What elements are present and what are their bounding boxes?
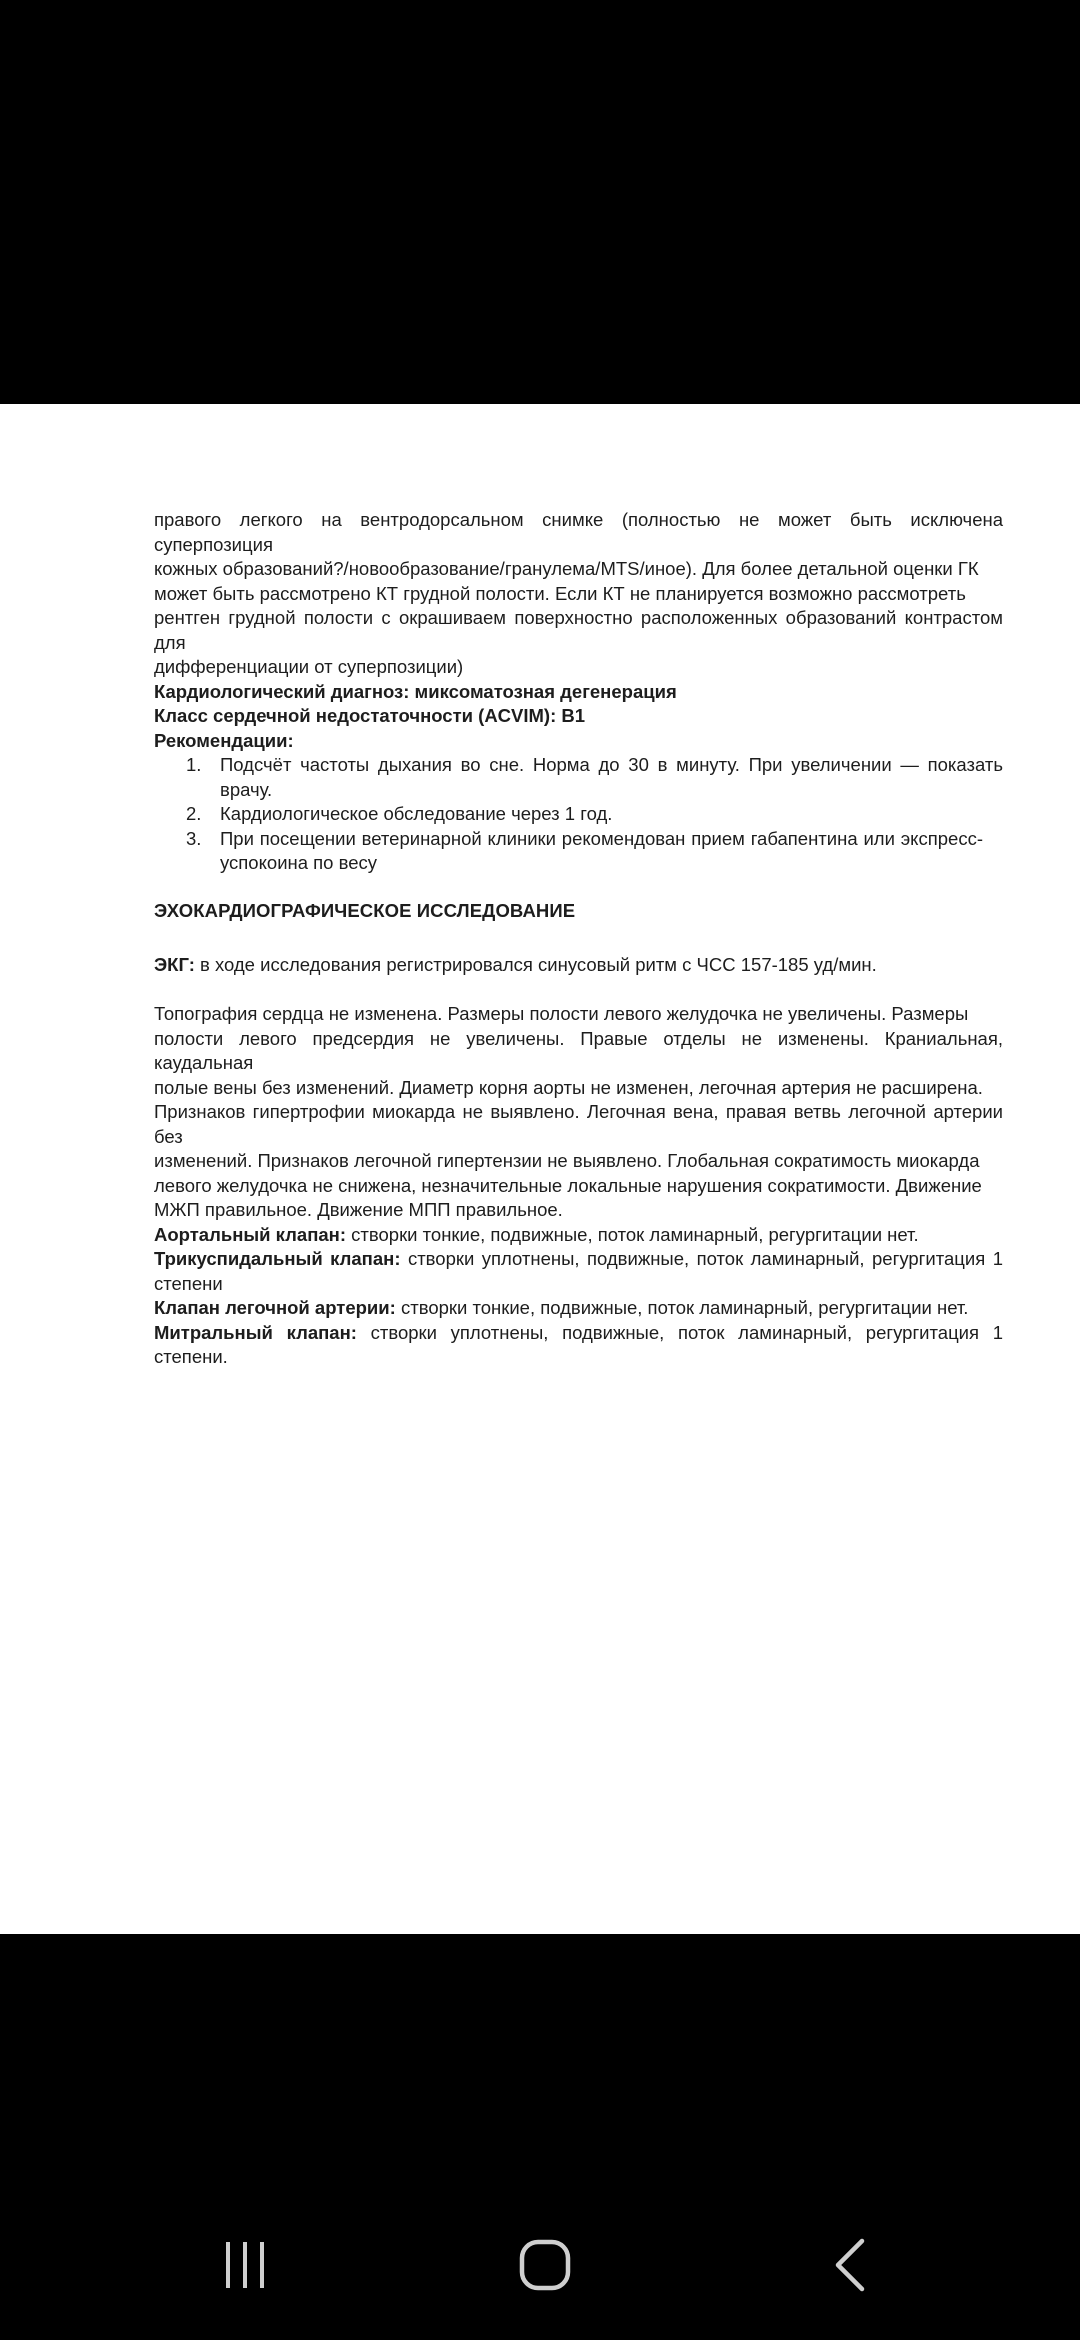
list-number: 2.	[186, 803, 202, 824]
home-icon	[518, 2238, 572, 2292]
valve-label: Клапан легочной артерии:	[154, 1297, 396, 1318]
list-item	[154, 753, 1003, 802]
topography-line: изменений. Признаков легочной гипертензии не выявлено. Глобальная сократимость миокарда	[154, 1150, 980, 1171]
topography-line: полые вены без изменений. Диаметр корня аорты не изменен, легочная артерия не расширена.	[154, 1076, 983, 1098]
valve-line	[154, 1321, 1003, 1370]
valve-label: Митральный клапан:	[154, 1321, 357, 1343]
topography-line: МЖП правильное. Движение МПП правильное.	[154, 1199, 563, 1220]
recent-apps-button[interactable]	[210, 2230, 280, 2300]
intro-line: может быть рассмотрено КТ грудной полости. Если КТ не планируется возможно рассмотреть	[154, 582, 966, 604]
valve-text: створки тонкие, подвижные, поток ламинарный, регургитации нет.	[346, 1223, 919, 1245]
intro-line: рентген грудной полости с окрашиваем поверхностно расположенных образований контрастом для	[154, 607, 1003, 653]
intro-line: дифференциации от суперпозиции)	[154, 656, 464, 677]
valve-line	[154, 1223, 1003, 1248]
list-number: 3.	[186, 827, 202, 849]
ekg-line	[154, 953, 1003, 978]
intro-paragraph	[154, 508, 1003, 876]
topography-line: Топография сердца не изменена. Размеры полости левого желудочка не увеличены. Размеры	[154, 1003, 969, 1024]
valve-line	[154, 1247, 1003, 1296]
list-item	[154, 802, 1003, 827]
valve-label: Аортальный клапан:	[154, 1223, 347, 1245]
valve-text: створки уплотнены, подвижные, поток ламинарный, регургитация 1 степени.	[154, 1321, 1003, 1367]
list-item-text: Кардиологическое обследование через 1 год.	[220, 803, 613, 824]
back-icon	[830, 2237, 870, 2293]
section-title: ЭХОКАРДИОГРАФИЧЕСКОЕ ИССЛЕДОВАНИЕ	[154, 900, 576, 921]
intro-line: кожных образований?/новообразование/гранулема/MTS/иное). Для более детальной оценки ГК	[154, 558, 979, 579]
list-number: 1.	[186, 754, 202, 775]
valve-text: створки тонкие, подвижные, поток ламинарный, регургитации нет.	[395, 1297, 969, 1318]
topography-line: левого желудочка не снижена, незначительные локальные нарушения сократимости. Движение	[154, 1174, 982, 1196]
list-item	[154, 827, 1003, 876]
ekg-label: ЭКГ:	[154, 954, 195, 975]
recommendations-title: Рекомендации:	[154, 729, 294, 751]
list-item-text: При посещении ветеринарной клиники рекомендован прием габапентина или экспресс-успокоина по весу	[220, 827, 983, 873]
topography-line: Признаков гипертрофии миокарда не выявлено. Легочная вена, правая ветвь легочной артерии без	[154, 1101, 1003, 1147]
heart-class-line: Класс сердечной недостаточности (ACVIM): B1	[154, 705, 586, 726]
diagnosis-line: Кардиологический диагноз: миксоматозная дегенерация	[154, 680, 677, 702]
ekg-text: в ходе исследования регистрировался синусовый ритм с ЧСС 157-185 уд/мин.	[194, 954, 877, 975]
intro-line: правого легкого на вентродорсальном снимке (полностью не может быть исключена суперпозиция	[154, 509, 1003, 555]
list-item-text: Подсчёт частоты дыхания во сне. Норма до 30 в минуту. При увеличении — показать врачу.	[220, 754, 1003, 800]
topography-paragraph	[154, 1002, 1003, 1370]
topography-line: полости левого предсердия не увеличены. Правые отделы не изменены. Краниальная, каудальная	[154, 1027, 1003, 1073]
recent-apps-icon	[220, 2240, 270, 2290]
back-button[interactable]	[815, 2230, 885, 2300]
recommendations-list	[154, 753, 1003, 876]
valve-line	[154, 1296, 1003, 1321]
valve-label: Трикуспидальный клапан:	[154, 1248, 401, 1269]
home-button[interactable]	[510, 2230, 580, 2300]
valve-text: створки уплотнены, подвижные, поток ламинарный, регургитация 1 степени	[154, 1248, 1003, 1294]
